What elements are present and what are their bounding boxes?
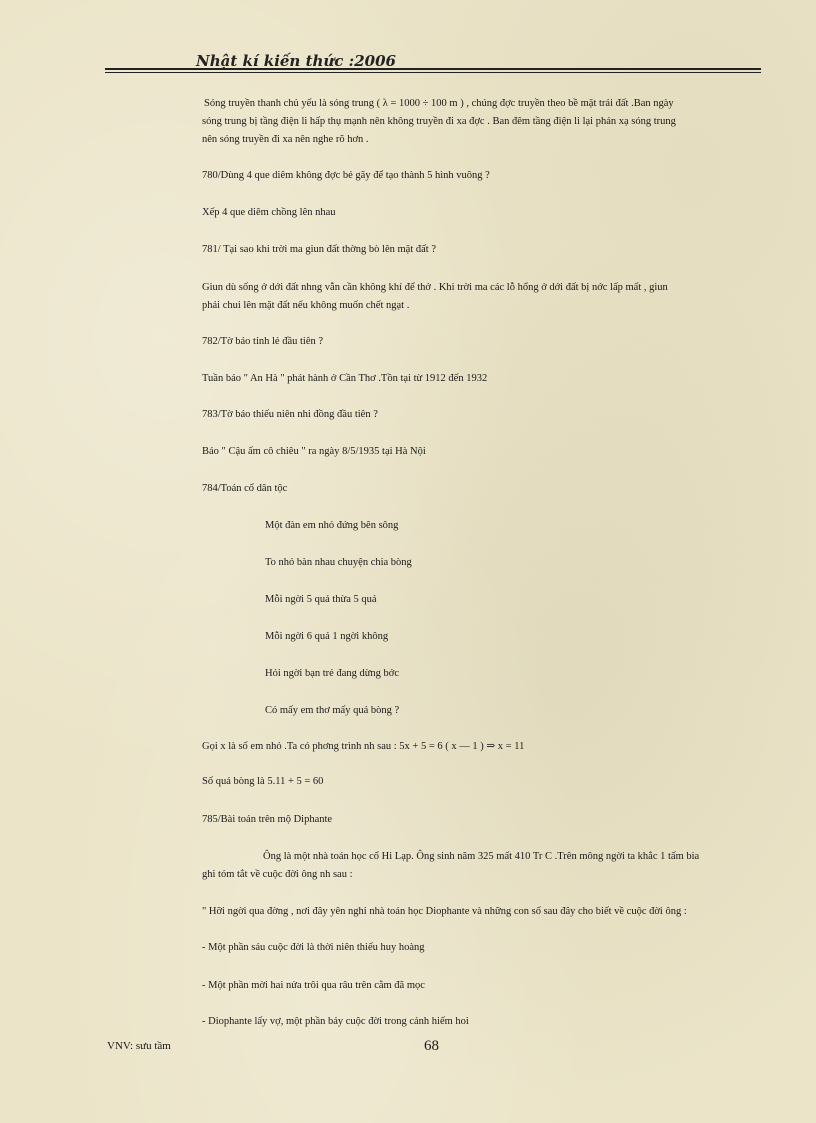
epitaph-line: - Một phần mời hai nửa trôi qua râu trên cằm đã mọc <box>202 980 425 991</box>
header-rule-thin <box>105 72 761 73</box>
poem-line: Có mấy em thơ mấy quả bòng ? <box>265 705 400 716</box>
paragraph-line: ghi tóm tắt về cuộc đời ông nh sau : <box>202 869 353 880</box>
answer-781-line1: Giun dù sống ở dới đất nhng vẫn cần không khí để thở . Khi trời ma các lỗ hổng ở dới đất bị nớc lấp mất , giun <box>202 282 668 293</box>
epitaph-line: " Hỡi ngời qua đờng , nơi đây yên nghỉ nhà toán học Diophante và những con số sau đây cho biết về cuộc đời ông : <box>202 906 687 917</box>
answer-781-line2: phải chui lên mặt đất nếu không muốn chết ngạt . <box>202 300 410 311</box>
footer-credit: VNV: sưu tầm <box>107 1040 171 1052</box>
poem-line: To nhỏ bàn nhau chuyện chia bòng <box>265 557 412 568</box>
poem-line: Mỗi ngời 6 quả 1 ngời không <box>265 631 389 642</box>
answer-783: Báo " Cậu ấm cô chiêu " ra ngày 8/5/1935 tại Hà Nội <box>202 446 426 457</box>
poem-line: Hỏi ngời bạn trẻ đang dừng bớc <box>265 668 400 679</box>
paragraph-line: Ông là một nhà toán học cổ Hi Lạp. Ông sinh năm 325 mất 410 Tr C .Trên mông ngời ta khắc 1 tấm bia <box>263 851 700 862</box>
page-header-title: Nhật kí kiến thức :2006 <box>196 52 396 70</box>
paragraph-line: nên sóng truyền đi xa nên nghe rõ hơn . <box>202 134 369 145</box>
epitaph-line: - Diophante lấy vợ, một phần bảy cuộc đời trong cảnh hiếm hoi <box>202 1016 469 1027</box>
epitaph-line: - Một phần sáu cuộc đời là thời niên thiếu huy hoàng <box>202 942 425 953</box>
poem-line: Một đàn em nhỏ đứng bên sông <box>265 520 399 531</box>
question-780: 780/Dùng 4 que diêm không đợc bẻ gãy để tạo thành 5 hình vuông ? <box>202 170 490 181</box>
question-785: 785/Bài toán trên mộ Diphante <box>202 814 333 825</box>
answer-780: Xếp 4 que diêm chồng lên nhau <box>202 207 336 218</box>
paragraph-line: sóng trung bị tầng điện li hấp thụ mạnh nên không truyền đi xa đợc . Ban đêm tầng điện li lại phản xạ sóng trung <box>202 116 676 127</box>
solution-784-equation: Gọi x là số em nhỏ .Ta có phơng trình nh sau : 5x + 5 = 6 ( x — 1 ) ⇒ x = 11 <box>202 741 525 752</box>
page-number: 68 <box>424 1038 439 1054</box>
question-782: 782/Tờ báo tỉnh lẻ đầu tiên ? <box>202 336 324 347</box>
header-rule-thick <box>105 68 761 70</box>
paragraph-line: Sóng truyền thanh chủ yếu là sóng trung ( λ = 1000 ÷ 100 m ) , chúng đợc truyền theo bề mặt trái đất .Ban ngày <box>204 98 674 109</box>
solution-784-result: Số quả bòng là 5.11 + 5 = 60 <box>202 776 324 787</box>
poem-line: Mỗi ngời 5 quả thừa 5 quả <box>265 594 377 605</box>
question-783: 783/Tờ báo thiếu niên nhi đồng đầu tiên ? <box>202 409 378 420</box>
question-784: 784/Toán cổ dân tộc <box>202 483 288 494</box>
answer-782: Tuần báo " An Hà " phát hành ở Cần Thơ .Tồn tại từ 1912 đến 1932 <box>202 373 488 384</box>
question-781: 781/ Tại sao khi trời ma giun đất thờng bò lên mặt đất ? <box>202 244 436 255</box>
